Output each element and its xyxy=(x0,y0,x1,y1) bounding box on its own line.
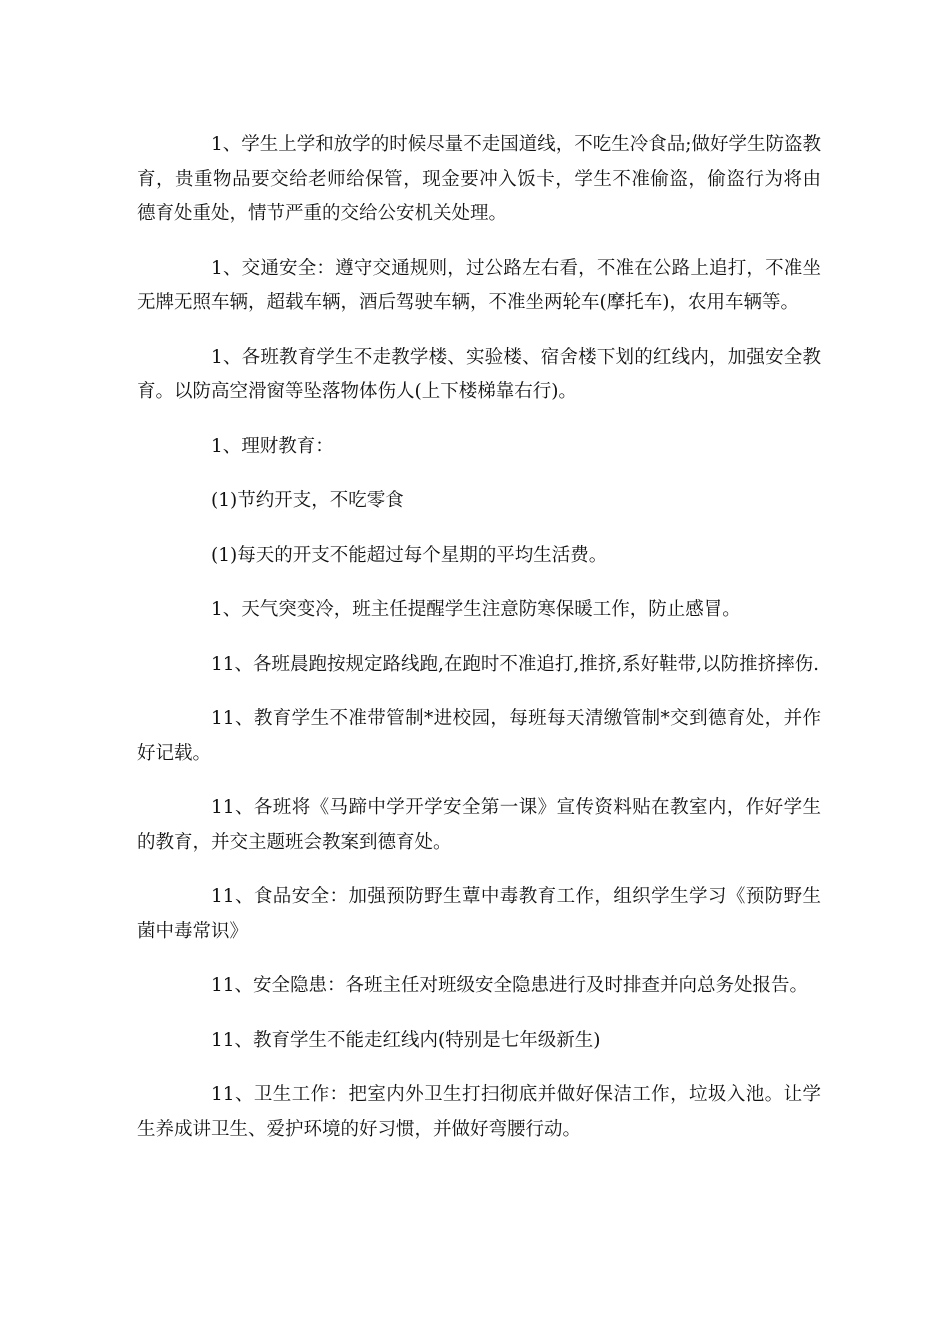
paragraph-6: (1)每天的开支不能超过每个星期的平均生活费。 xyxy=(211,544,608,566)
document-body xyxy=(137,128,821,1167)
paragraph-8: 11、各班晨跑按规定路线跑,在跑时不准追打,推挤,系好鞋带,以防推挤摔伤. xyxy=(211,653,819,675)
paragraph-14: 11、卫生工作：把室内外卫生打扫彻底并做好保洁工作，垃圾入池。让学生养成讲卫生、爱护环境的好习惯，并做好弯腰行动。 xyxy=(137,1084,821,1140)
paragraph-4: 1、理财教育： xyxy=(211,435,334,457)
paragraph-3: 1、各班教育学生不走教学楼、实验楼、宿舍楼下划的红线内，加强安全教育。以防高空滑窗等坠落物体伤人(上下楼梯靠右行)。 xyxy=(137,346,821,402)
paragraph-7: 1、天气突变冷，班主任提醒学生注意防寒保暖工作，防止感冒。 xyxy=(211,599,741,620)
paragraph-12: 11、安全隐患：各班主任对班级安全隐患进行及时排查并向总务处报告。 xyxy=(211,975,809,996)
paragraph-5: (1)节约开支，不吃零食 xyxy=(211,490,404,511)
paragraph-11: 11、食品安全：加强预防野生蕈中毒教育工作，组织学生学习《预防野生菌中毒常识》 xyxy=(137,886,821,942)
paragraph-13: 11、教育学生不能走红线内(特别是七年级新生) xyxy=(211,1029,601,1051)
paragraph-1: 1、学生上学和放学的时候尽量不走国道线，不吃生冷食品;做好学生防盗教育，贵重物品要交给老师给保管，现金要冲入饭卡，学生不准偷盗，偷盗行为将由德育处重处，情节严重的交给公安机关处理。 xyxy=(137,134,822,224)
paragraph-2: 1、交通安全：遵守交通规则，过公路左右看，不准在公路上追打，不准坐无牌无照车辆，超载车辆，酒后驾驶车辆，不准坐两轮车(摩托车)，农用车辆等。 xyxy=(137,257,821,313)
paragraph-9: 11、教育学生不准带管制*进校园，每班每天清缴管制*交到德育处，并作好记载。 xyxy=(137,708,821,764)
paragraph-10: 11、各班将《马蹄中学开学安全第一课》宣传资料贴在教室内，作好学生的教育，并交主题班会教案到德育处。 xyxy=(137,797,821,853)
